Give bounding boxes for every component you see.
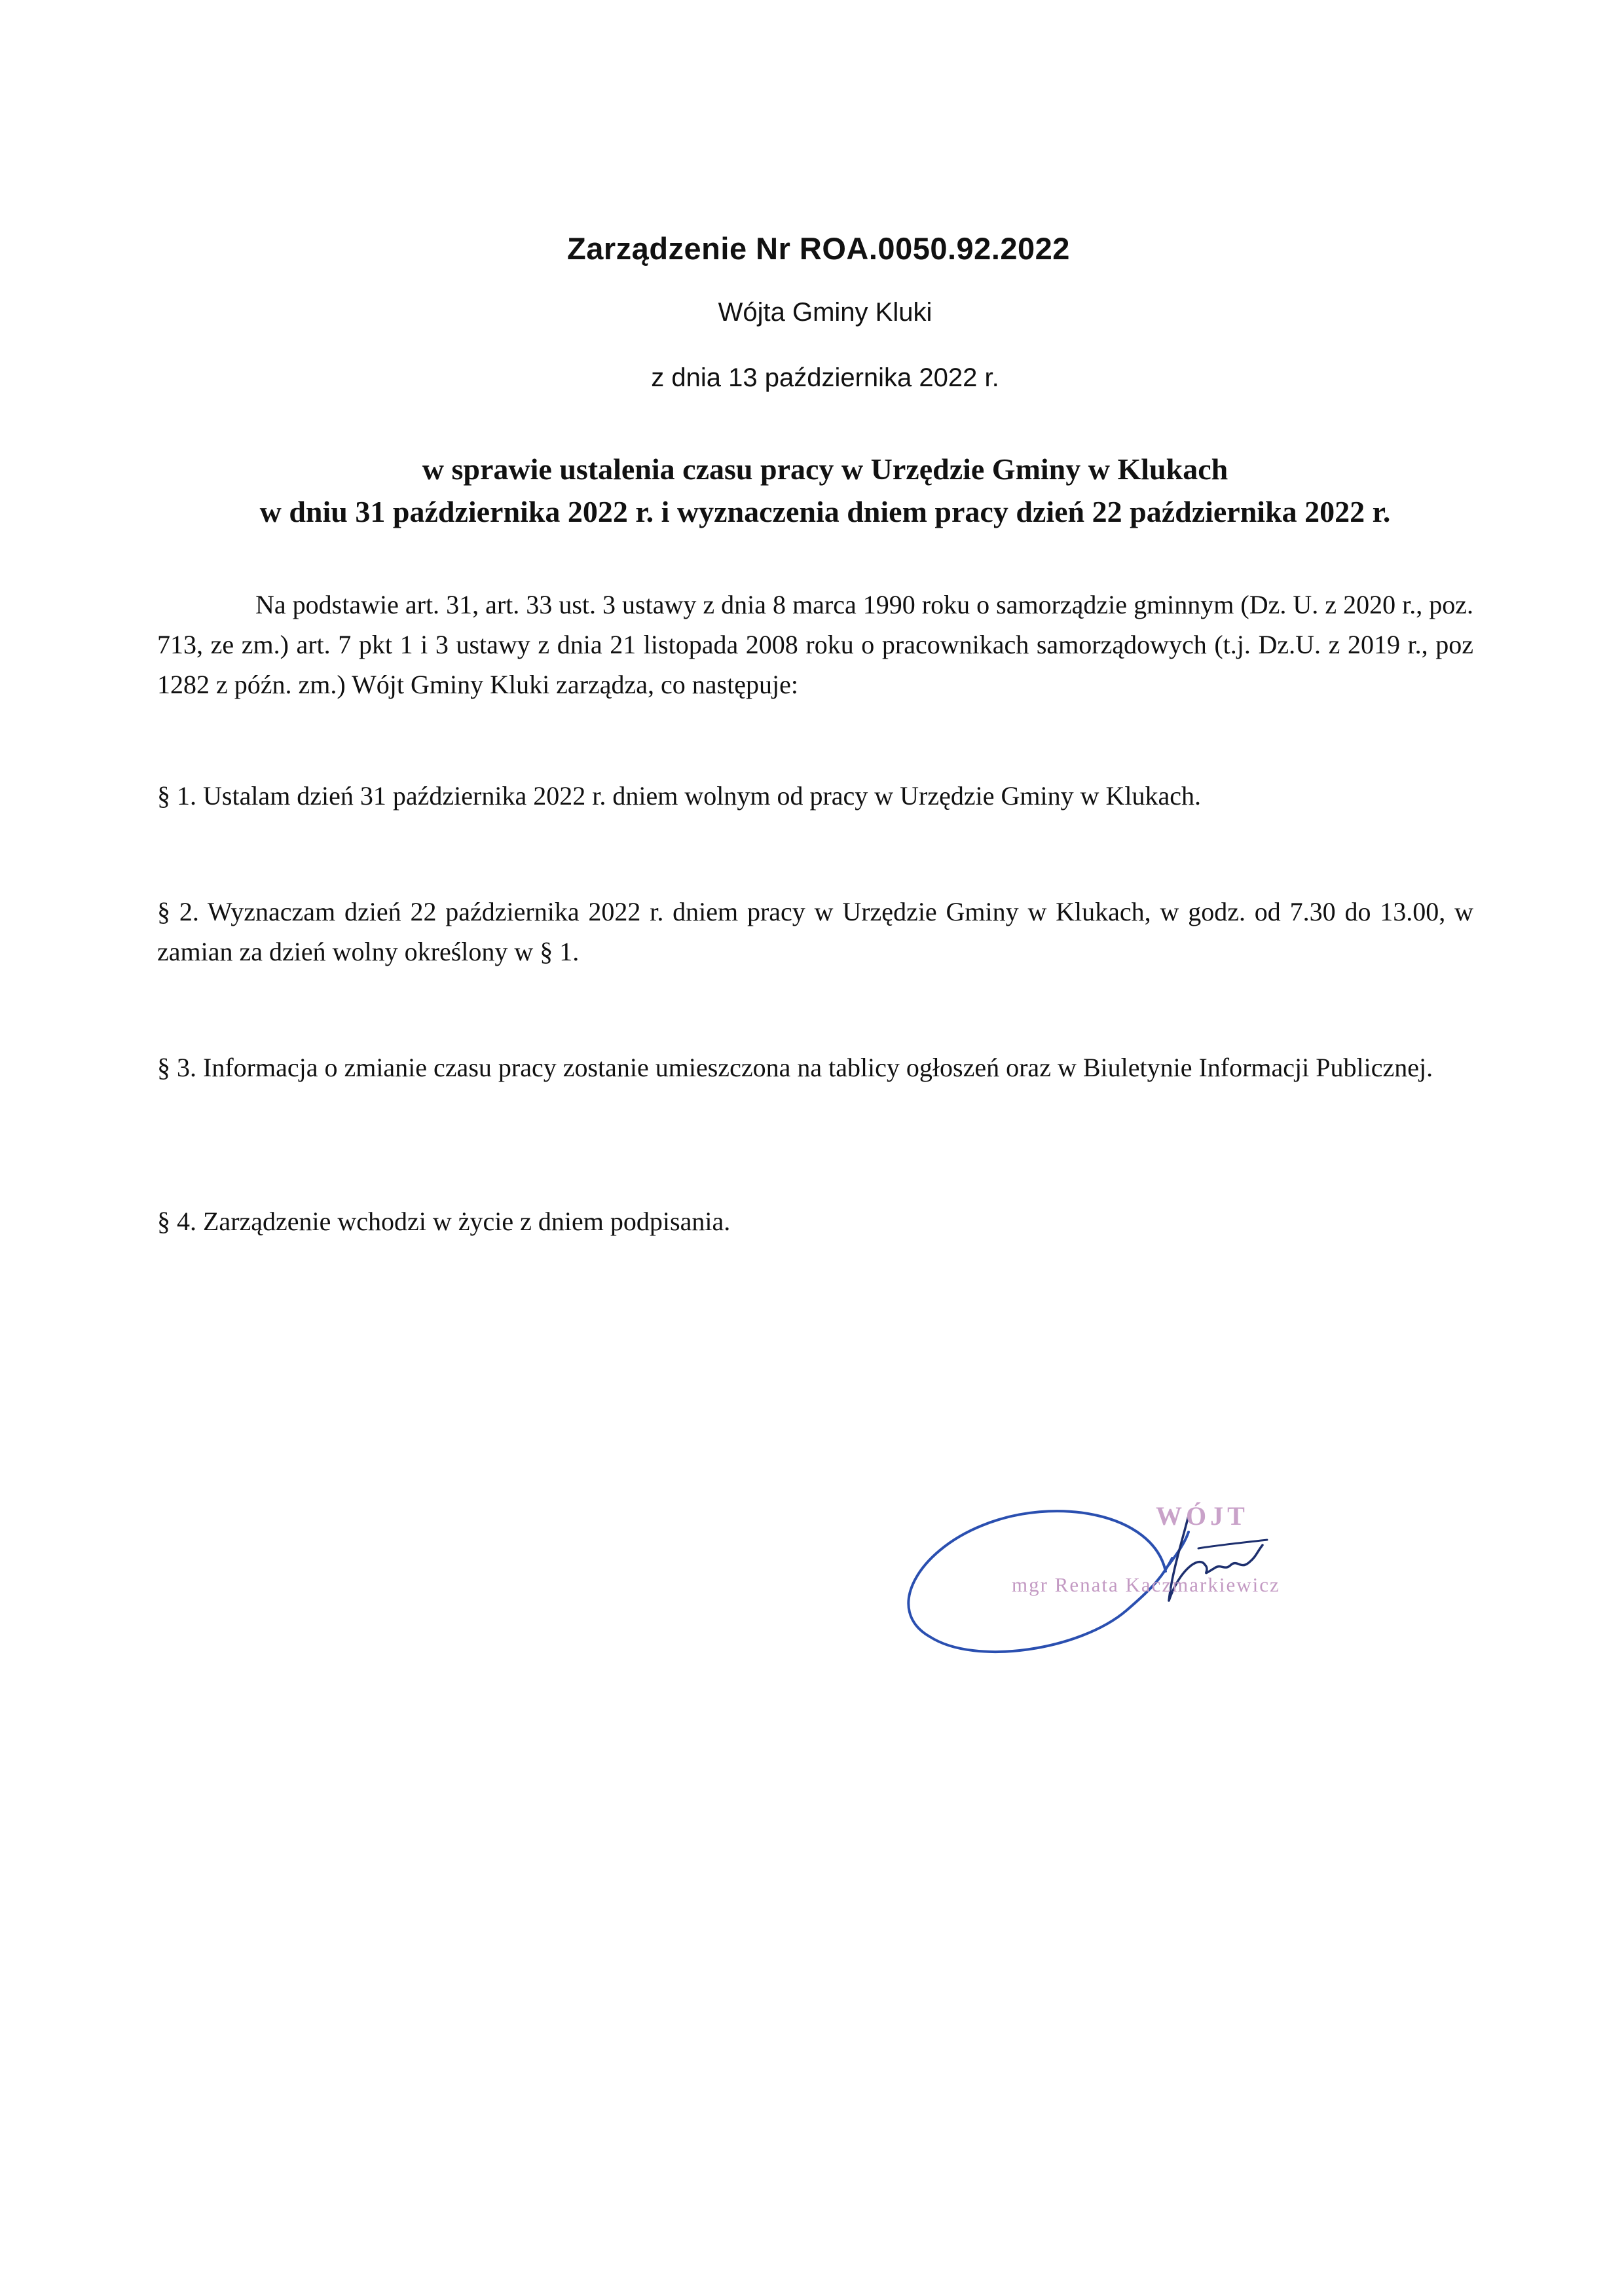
- stamp-title: WÓJT: [1156, 1501, 1249, 1531]
- document-date: z dnia 13 października 2022 r.: [651, 363, 999, 392]
- preamble-paragraph: Na podstawie art. 31, art. 33 ust. 3 ustawy z dnia 8 marca 1990 roku o samorządzie gminnym (Dz. U. z 2020 r., poz. 713, ze zm.) art. 7 pkt 1 i 3 ustawy z dnia 21 listopada 2008 roku o pracownikach samorządowych (t.j. Dz.U. z 2019 r., poz 1282 z późn. zm.) Wójt Gminy Kluki zarządza, co następuje:: [157, 590, 1473, 699]
- subject-line-2: w dniu 31 października 2022 r. i wyznaczenia dniem pracy dzień 22 października 2022 r.: [259, 495, 1391, 528]
- document-title: Zarządzenie Nr ROA.0050.92.2022: [567, 231, 1070, 266]
- paragraph-3: § 3. Informacja o zmianie czasu pracy zostanie umieszczona na tablicy ogłoszeń oraz w Biuletynie Informacji Publicznej.: [157, 1053, 1433, 1082]
- paragraph-1: § 1. Ustalam dzień 31 października 2022 r. dniem wolnym od pracy w Urzędzie Gminy w Klukach.: [157, 781, 1202, 811]
- signature-area: [891, 1480, 1414, 1676]
- subject-line-1: w sprawie ustalenia czasu pracy w Urzędzie Gminy w Klukach: [422, 452, 1228, 486]
- paragraph-2: § 2. Wyznaczam dzień 22 października 2022 r. dniem pracy w Urzędzie Gminy w Klukach, w godz. od 7.30 do 13.00, w zamian za dzień wolny określony w § 1.: [157, 897, 1473, 966]
- stamp-name: mgr Renata Kaczmarkiewicz: [1012, 1573, 1280, 1596]
- document-issuer: Wójta Gminy Kluki: [718, 298, 932, 327]
- paragraph-4: § 4. Zarządzenie wchodzi w życie z dniem podpisania.: [157, 1207, 731, 1236]
